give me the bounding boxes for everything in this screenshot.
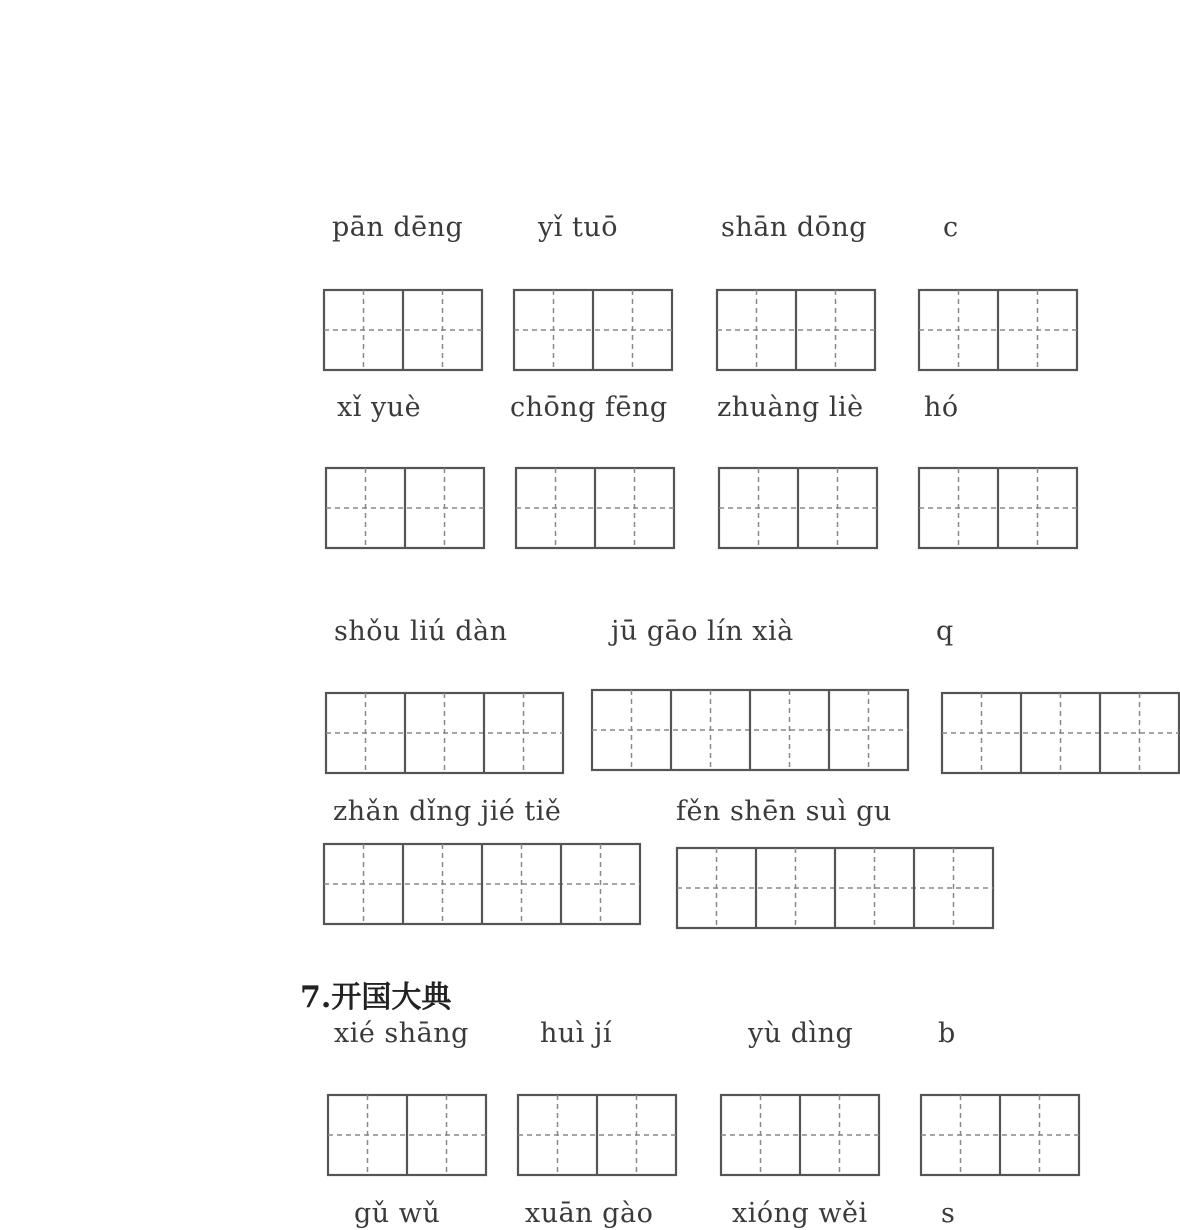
writing-grid[interactable]	[517, 1094, 677, 1174]
writing-grid[interactable]	[513, 289, 673, 369]
writing-grid-svg	[676, 847, 994, 929]
writing-grid[interactable]	[515, 467, 675, 547]
pinyin-label: xióng wěi	[732, 1198, 868, 1229]
pinyin-label: q	[936, 616, 954, 647]
writing-grid-svg	[941, 692, 1180, 774]
writing-grid[interactable]	[325, 692, 564, 772]
writing-grid[interactable]	[918, 467, 1078, 547]
writing-grid-svg	[720, 1094, 880, 1176]
writing-grid[interactable]	[716, 289, 876, 369]
writing-grid-svg	[716, 289, 876, 371]
writing-grid-svg	[325, 692, 564, 774]
writing-grid[interactable]	[327, 1094, 487, 1174]
pinyin-label: gǔ wǔ	[354, 1198, 441, 1229]
pinyin-label: jū gāo lín xià	[611, 616, 794, 647]
pinyin-label: xǐ yuè	[337, 392, 422, 423]
pinyin-label: fěn shēn suì gu	[676, 796, 892, 827]
writing-grid-svg	[920, 1094, 1080, 1176]
writing-grid[interactable]	[941, 692, 1180, 772]
pinyin-label: chōng fēng	[510, 392, 668, 423]
pinyin-label: huì jí	[540, 1018, 613, 1049]
pinyin-label: yù dìng	[748, 1018, 854, 1049]
writing-grid[interactable]	[718, 467, 878, 547]
pinyin-label: shān dōng	[721, 212, 868, 243]
writing-grid-svg	[918, 467, 1078, 549]
writing-grid[interactable]	[323, 289, 483, 369]
pinyin-label: pān dēng	[332, 212, 464, 243]
writing-grid[interactable]	[720, 1094, 880, 1174]
writing-grid-svg	[323, 289, 483, 371]
writing-grid[interactable]	[323, 843, 641, 923]
writing-grid[interactable]	[920, 1094, 1080, 1174]
section-heading: 7.开国大典	[300, 980, 452, 1015]
pinyin-label: shǒu liú dàn	[334, 616, 508, 647]
pinyin-label: zhuàng liè	[717, 392, 864, 423]
pinyin-label: zhǎn dǐng jié tiě	[333, 796, 562, 827]
writing-grid-svg	[718, 467, 878, 549]
writing-grid-svg	[591, 689, 909, 771]
pinyin-label: b	[938, 1018, 956, 1049]
writing-grid[interactable]	[591, 689, 909, 769]
writing-grid-svg	[918, 289, 1078, 371]
writing-grid[interactable]	[918, 289, 1078, 369]
pinyin-label: xié shāng	[334, 1018, 469, 1049]
writing-grid[interactable]	[325, 467, 485, 547]
writing-grid-svg	[515, 467, 675, 549]
pinyin-label: hó	[924, 392, 959, 423]
writing-grid-svg	[517, 1094, 677, 1176]
writing-grid-svg	[327, 1094, 487, 1176]
writing-grid-svg	[513, 289, 673, 371]
pinyin-label: yǐ tuō	[538, 212, 618, 243]
writing-grid-svg	[325, 467, 485, 549]
writing-grid-svg	[323, 843, 641, 925]
pinyin-label: xuān gào	[525, 1198, 654, 1229]
pinyin-label: s	[941, 1198, 956, 1229]
writing-grid[interactable]	[676, 847, 994, 927]
pinyin-label: c	[943, 212, 959, 243]
